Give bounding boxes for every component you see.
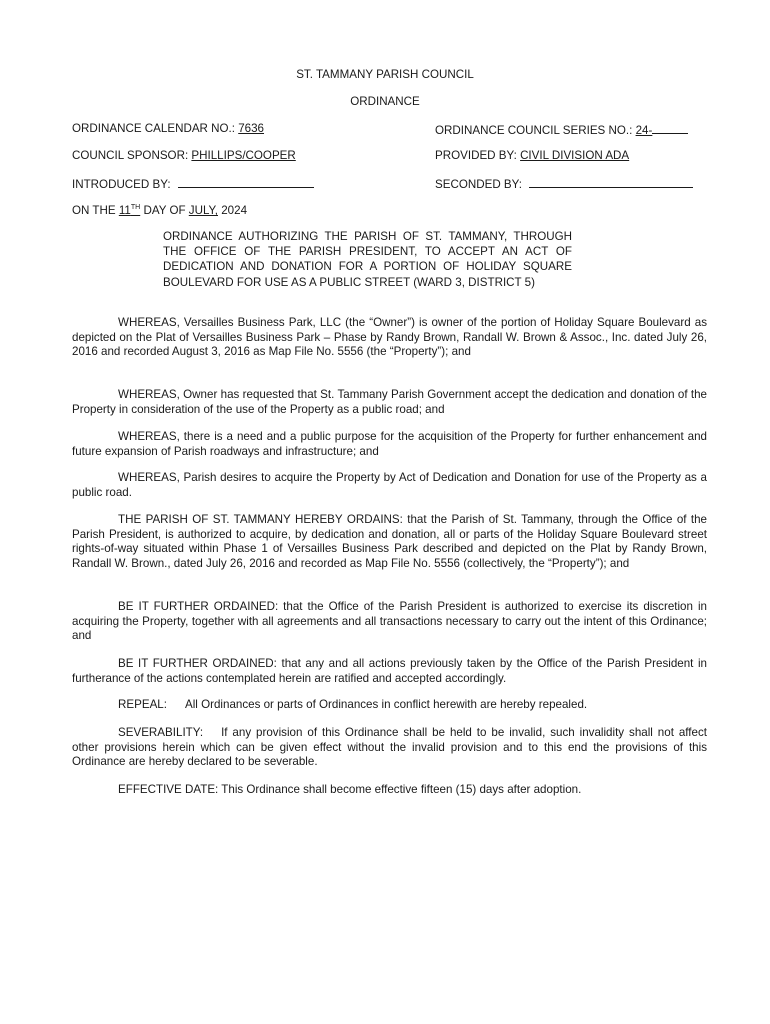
ordains-paragraph: THE PARISH OF ST. TAMMANY HEREBY ORDAINS: that the Parish of St. Tammany, through the Office of the Parish President, is authorized to acquire, by dedication and donation, all or parts of the Holiday Square Boulevard street rights-of-way situated within Phase 1 of Versailles Business Park described and depicted on the Plat by Randy Brown, Randall W. Brown., dated July 26, 2016 and recorded as Map File No. 5556 (collectively, the “Property”); and — [72, 513, 707, 571]
series-value: 24- — [636, 124, 689, 137]
introduced-blank — [178, 175, 314, 188]
introduced-by-field — [72, 175, 314, 192]
severability-text: If any provision of this Ordinance shall be held to be invalid, such invalidity shall not affect other provisions herein which can be given effect without the invalid provision and to this end the provisions of this Ordinance are hereby declared to be severable. — [72, 726, 707, 769]
whereas-paragraph-4: WHEREAS, Parish desires to acquire the Property by Act of Dedication and Donation for use of the Property as a public road. — [72, 471, 707, 499]
date-prefix: ON THE — [72, 204, 116, 217]
calendar-number-field — [72, 121, 264, 136]
repeal-paragraph — [72, 698, 707, 713]
further-ordained-paragraph-1: BE IT FURTHER ORDAINED: that the Office of the Parish President is authorized to exercise its discretion in acquiring the Property, together with all agreements and all transactions necessary to carry out the intent of this Ordinance; and — [72, 600, 707, 643]
ordinance-title: ORDINANCE AUTHORIZING THE PARISH OF ST. TAMMANY, THROUGH THE OFFICE OF THE PARISH PRESIDENT, TO ACCEPT AN ACT OF DEDICATION AND DONATION FOR A PORTION OF HOLIDAY SQUARE BOULEVARD FOR USE AS A PUBLIC STREET (WARD 3, DISTRICT 5) — [163, 230, 572, 289]
calendar-value: 7636 — [238, 122, 265, 135]
severability-paragraph — [72, 726, 707, 770]
whereas-paragraph-3: WHEREAS, there is a need and a public purpose for the acquisition of the Property for further enhancement and future expansion of Parish roadways and infrastructure; and — [72, 430, 707, 458]
seconded-by-field — [435, 175, 693, 192]
whereas-paragraph-1: WHEREAS, Versailles Business Park, LLC (the “Owner”) is owner of the portion of Holiday Square Boulevard as depicted on the Plat of Versailles Business Park – Phase by Randy Brown, Randall W. Brown & Assoc., Inc. dated July 26, 2016 and recorded August 3, 2016 as Map File No. 5556 (the “Property”); and — [72, 316, 707, 359]
series-label: ORDINANCE COUNCIL SERIES NO.: — [435, 124, 633, 137]
provided-label: PROVIDED BY: — [435, 149, 517, 162]
date-day: 11TH — [118, 204, 141, 217]
sponsor-label: COUNCIL SPONSOR: — [72, 149, 189, 162]
repeal-label: REPEAL: — [118, 698, 167, 711]
ordinance-heading: ORDINANCE — [350, 95, 420, 108]
sponsor-field — [72, 148, 296, 163]
date-month: JULY, — [188, 204, 218, 217]
severability-label: SEVERABILITY: — [118, 726, 204, 739]
date-year: 2024 — [221, 204, 248, 217]
series-number-field — [435, 121, 688, 138]
date-line — [72, 203, 247, 218]
effective-date-paragraph: EFFECTIVE DATE: This Ordinance shall become effective fifteen (15) days after adoption. — [118, 783, 582, 796]
introduced-label: INTRODUCED BY: — [72, 178, 171, 191]
whereas-paragraph-2: WHEREAS, Owner has requested that St. Tammany Parish Government accept the dedication and donation of the Property in consideration of the use of the Property as a public road; and — [72, 388, 707, 416]
sponsor-value: PHILLIPS/COOPER — [191, 149, 296, 162]
calendar-label: ORDINANCE CALENDAR NO.: — [72, 122, 235, 135]
repeal-text: All Ordinances or parts of Ordinances in conflict herewith are hereby repealed. — [184, 698, 588, 711]
date-mid: DAY OF — [143, 204, 186, 217]
seconded-blank — [529, 175, 693, 188]
provided-value: CIVIL DIVISION ADA — [520, 149, 630, 162]
provided-by-field — [435, 148, 629, 163]
seconded-label: SECONDED BY: — [435, 178, 522, 191]
further-ordained-paragraph-2: BE IT FURTHER ORDAINED: that any and all actions previously taken by the Office of the Parish President in furtherance of the actions contemplated herein are ratified and accepted accordingly. — [72, 657, 707, 685]
council-heading: ST. TAMMANY PARISH COUNCIL — [296, 68, 474, 81]
